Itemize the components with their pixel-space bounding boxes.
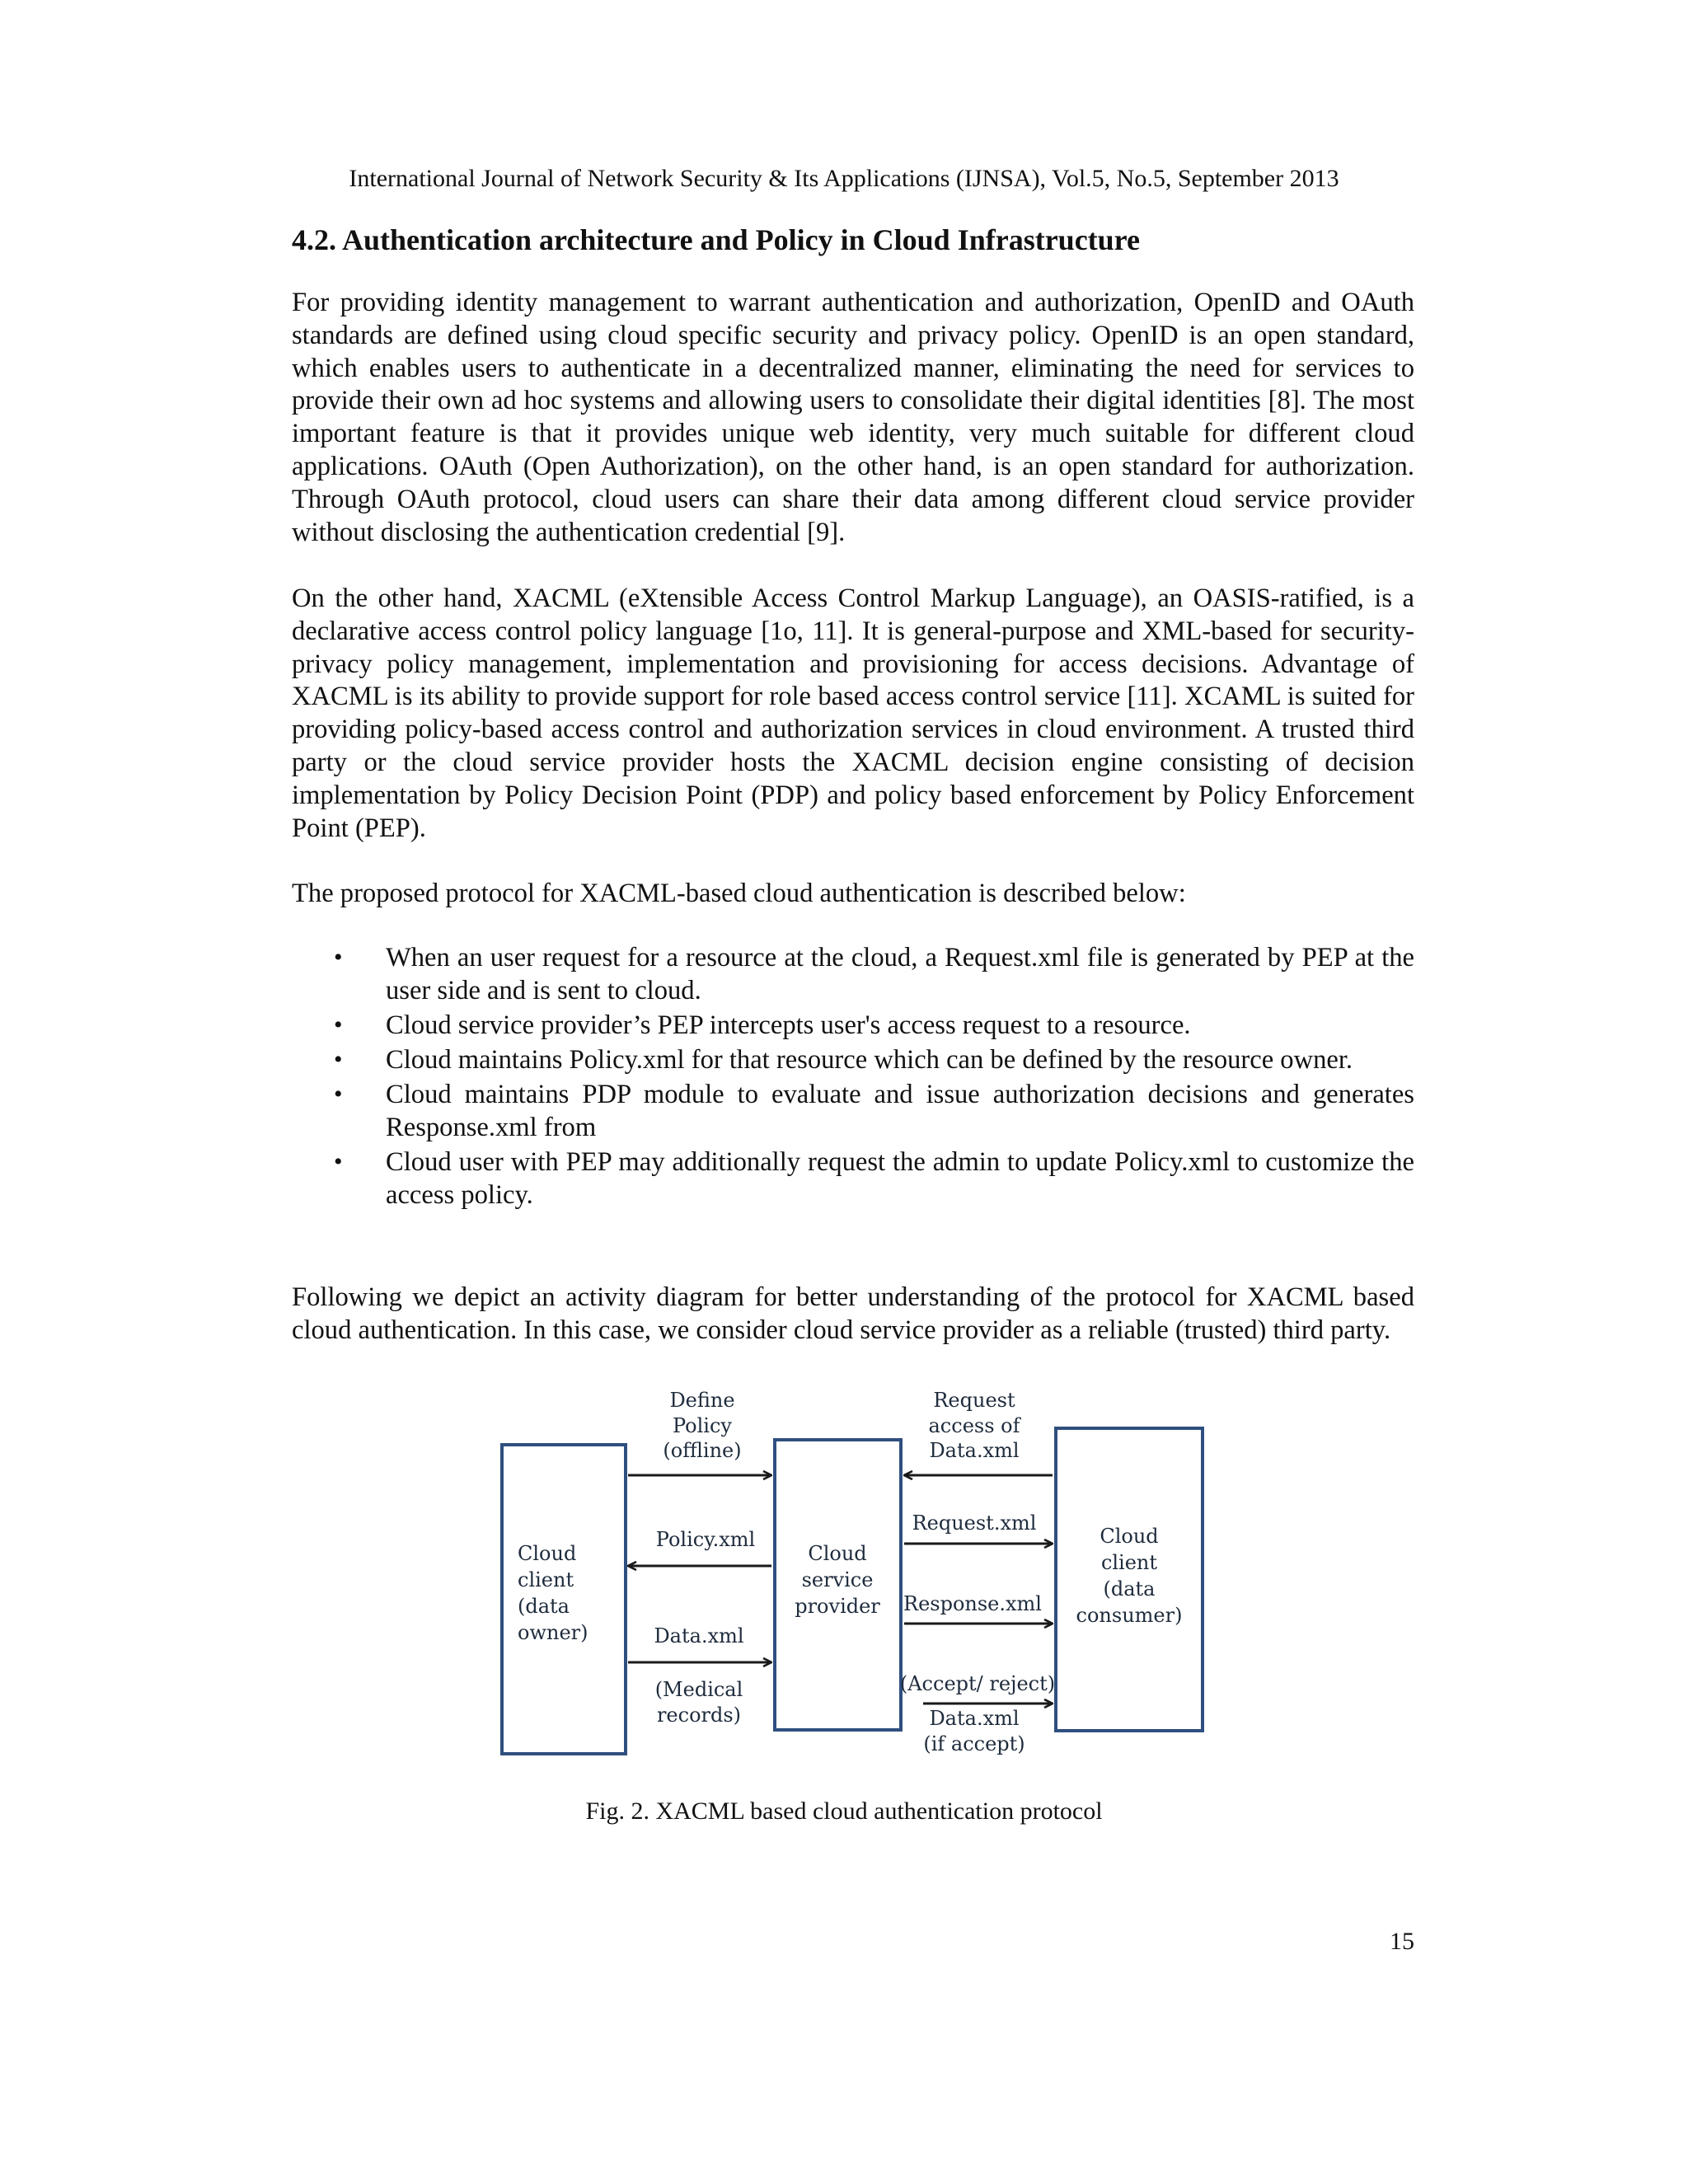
right-box-line-2: client xyxy=(1100,1551,1158,1574)
request-access-line-1: Request xyxy=(933,1389,1015,1412)
left-box-line-1: Cloud xyxy=(518,1542,577,1565)
right-box-line-4: consumer) xyxy=(1076,1604,1183,1627)
request-access-line-2: access of xyxy=(928,1414,1020,1437)
data-xml-upload-label: Data.xml xyxy=(654,1624,744,1647)
left-box-line-4: owner) xyxy=(518,1621,588,1644)
list-item-text: When an user request for a resource at the cloud, a Request.xml file is generated by PEP at the user side and is sent to cloud. xyxy=(386,943,1414,1005)
left-box-line-3: (data xyxy=(518,1595,570,1618)
paragraph-identity-management: For providing identity management to warrant authentication and authorization, OpenID and OAuth standards are defined using cloud specific security and privacy policy. OpenID is an open standard, which enables users to authenticate in a decentralized manner, eliminating the need for services to provide their own ad hoc systems and allowing users to consolidate their digital identities [8]. The most important feature is that it provides unique web identity, very much suitable for different cloud applications. OAuth (Open Authorization), on the other hand, is an open standard for authorization. Through OAuth protocol, cloud users can share their data among different cloud service provider without disclosing the authentication credential [9]. xyxy=(292,288,1414,547)
paragraph-xacml: On the other hand, XACML (eXtensible Access Control Markup Language), an OASIS-ratified, is a declarative access control policy language [1o, 11]. It is general-purpose and XML-based for security-privacy policy management, implementation and provisioning for access decisions. Advantage of XACML is its ability to provide support for role based access control service [11]. XCAML is suited for providing policy-based access control and authorization services in cloud environment. A trusted third party or the cloud service provider hosts the XACML decision engine consisting of decision implementation by Policy Decision Point (PDP) and policy based enforcement by Policy Enforcement Point (PEP). xyxy=(292,583,1414,843)
protocol-steps-list xyxy=(292,941,1414,1212)
paragraph-protocol-intro: The proposed protocol for XACML-based cloud authentication is described below: xyxy=(292,879,1186,908)
list-item-text: Cloud service provider’s PEP intercepts user's access request to a resource. xyxy=(386,1010,1191,1040)
list-item xyxy=(292,1043,1414,1076)
figure-caption: Fig. 2. XACML based cloud authentication protocol xyxy=(585,1797,1103,1825)
define-policy-line-2: Policy xyxy=(673,1414,732,1437)
right-box-line-3: (data xyxy=(1103,1577,1156,1601)
list-item xyxy=(292,941,1414,1007)
policy-xml-label: Policy.xml xyxy=(655,1528,756,1551)
list-item-text: Cloud maintains PDP module to evaluate and issue authorization decisions and generates Response.xml from xyxy=(386,1080,1414,1142)
bullet-marker: • xyxy=(334,1011,343,1038)
accept-reject-label: (Accept/ reject) xyxy=(899,1672,1056,1695)
request-xml-label: Request.xml xyxy=(912,1511,1037,1535)
center-box-line-1: Cloud xyxy=(808,1542,867,1565)
bullet-marker: • xyxy=(334,1148,343,1175)
list-item-text: Cloud maintains Policy.xml for that resource which can be defined by the resource owner. xyxy=(386,1045,1353,1075)
medical-records-line-1: (Medical xyxy=(654,1678,743,1701)
running-header: International Journal of Network Security & Its Applications (IJNSA), Vol.5, No.5, September 2013 xyxy=(349,165,1339,192)
center-box-line-2: service xyxy=(801,1568,874,1591)
left-box-line-2: client xyxy=(518,1568,574,1591)
request-access-line-3: Data.xml xyxy=(929,1439,1020,1462)
response-xml-label: Response.xml xyxy=(903,1592,1042,1615)
right-box-line-1: Cloud xyxy=(1100,1525,1159,1548)
data-xml-delivery-line-2: (if accept) xyxy=(923,1732,1025,1755)
center-box-line-3: provider xyxy=(795,1595,880,1618)
define-policy-line-1: Define xyxy=(669,1389,735,1412)
list-item-text: Cloud user with PEP may additionally request the admin to update Policy.xml to customize the access policy. xyxy=(386,1147,1414,1210)
define-policy-line-3: (offline) xyxy=(663,1439,742,1462)
data-xml-delivery-line-1: Data.xml xyxy=(929,1707,1020,1730)
list-item xyxy=(292,1146,1414,1212)
section-heading: 4.2. Authentication architecture and Policy in Cloud Infrastructure xyxy=(292,223,1140,256)
medical-records-line-2: records) xyxy=(656,1704,742,1727)
protocol-diagram-svg xyxy=(495,1385,1212,1764)
list-item xyxy=(292,1009,1414,1042)
bullet-marker: • xyxy=(334,1046,343,1073)
paragraph-activity-diagram: Following we depict an activity diagram for better understanding of the protocol for XACML based cloud authentication. In this case, we consider cloud service provider as a reliable (trusted) third party. xyxy=(292,1282,1414,1345)
protocol-diagram xyxy=(495,1385,1212,1764)
list-item xyxy=(292,1078,1414,1144)
bullet-marker: • xyxy=(334,1080,343,1108)
page-number: 15 xyxy=(1390,1928,1414,1955)
bullet-marker: • xyxy=(334,944,343,971)
